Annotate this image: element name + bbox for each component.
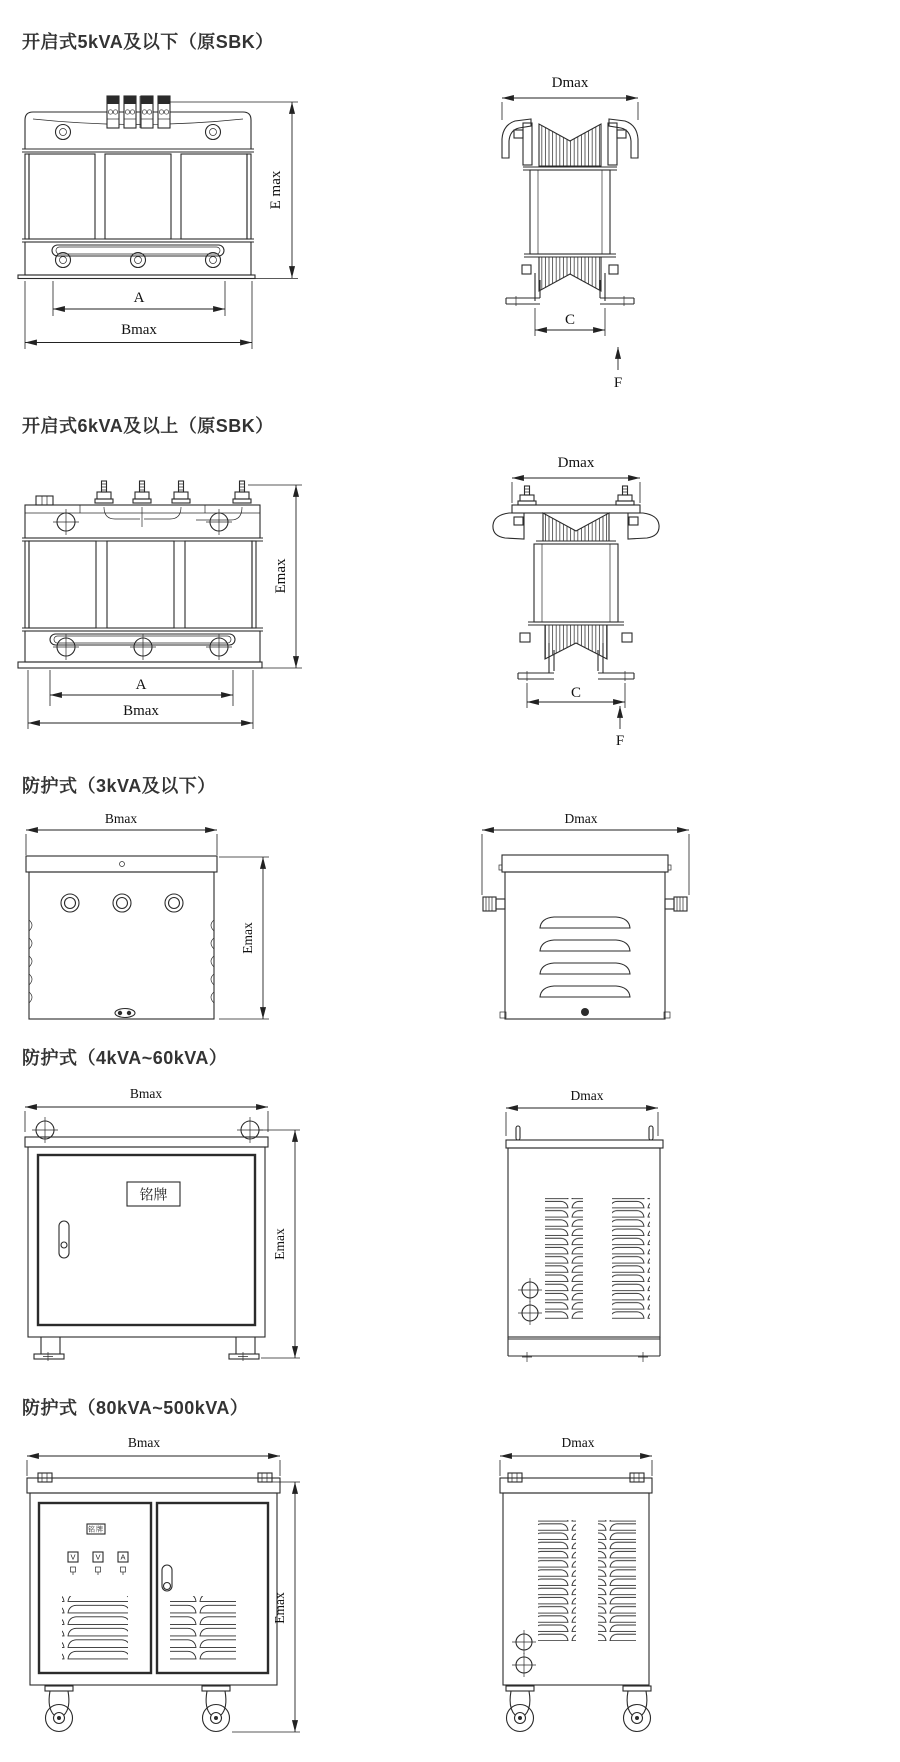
s4-louver-column-right — [612, 1198, 650, 1319]
section-3-drawing — [0, 805, 900, 1045]
s5-side-dimensions — [500, 1435, 652, 1476]
section-2-title: 开启式6kVA及以上（原SBK） — [22, 416, 274, 436]
s5-meter-v1: V — [70, 1552, 76, 1562]
s4-dim-emax: Emax — [272, 1228, 287, 1260]
s5-meter-v2: V — [95, 1552, 101, 1562]
s1-side-view — [502, 119, 638, 306]
s5-meter-a: A — [120, 1552, 126, 1562]
s5-dim-dmax: Dmax — [561, 1435, 595, 1450]
s1-dim-c: C — [564, 312, 576, 328]
section-3-title: 防护式（3kVA及以下） — [22, 776, 216, 796]
s3-front-view — [26, 856, 217, 1019]
s3-front-dimensions — [26, 811, 269, 1019]
s2-dim-bmax: Bmax — [123, 703, 159, 719]
s4-nameplate — [127, 1182, 180, 1206]
s2-dim-dmax: Dmax — [557, 455, 595, 471]
s2-front-dimensions — [28, 485, 302, 729]
s4-door-handle — [59, 1221, 69, 1258]
s4-nameplate-label: 铭牌 — [139, 1186, 168, 1203]
section-4-title: 防护式（4kVA~60kVA） — [22, 1048, 228, 1068]
s4-side-dimensions — [506, 1088, 658, 1136]
s2-dim-emax: Emax — [273, 558, 289, 594]
s5-dim-bmax: Bmax — [127, 1435, 161, 1450]
s5-louver-column-left — [538, 1520, 576, 1641]
section-5-title: 防护式（80kVA~500kVA） — [22, 1398, 249, 1418]
s2-side-dimensions — [512, 455, 640, 749]
s2-dim-f: F — [615, 733, 625, 749]
s5-louver-column-right — [598, 1520, 636, 1641]
s5-louver-right-door — [170, 1596, 236, 1662]
s5-side-view — [500, 1473, 652, 1732]
s3-dim-dmax: Dmax — [564, 811, 598, 826]
s2-dim-c: C — [570, 685, 582, 701]
s3-side-view — [483, 855, 687, 1019]
s5-casters-side — [506, 1686, 651, 1732]
s2-studs — [36, 481, 251, 505]
s2-side-view — [493, 486, 659, 681]
s1-side-dimensions — [502, 75, 638, 391]
s1-front-view — [18, 96, 255, 279]
s5-meters — [68, 1552, 128, 1575]
s1-dim-dmax: Dmax — [551, 75, 589, 91]
s4-feet — [34, 1337, 259, 1361]
s4-side-view — [506, 1126, 663, 1362]
s4-front-view — [25, 1117, 268, 1361]
section-1-drawing — [0, 70, 900, 400]
s5-dim-emax: Emax — [272, 1592, 287, 1624]
s5-louver-left-door — [62, 1596, 128, 1662]
s3-louvers — [540, 917, 630, 997]
s4-dim-bmax: Bmax — [129, 1086, 163, 1101]
s5-nameplate-label: 铭牌 — [88, 1526, 104, 1534]
section-4-drawing — [0, 1080, 900, 1372]
s5-casters-front — [45, 1686, 230, 1732]
s5-front-view — [27, 1473, 280, 1732]
s4-dim-dmax: Dmax — [570, 1088, 604, 1103]
s3-side-dimensions — [482, 811, 689, 895]
section-1-title: 开启式5kVA及以下（原SBK） — [22, 32, 274, 52]
s1-dim-f: F — [613, 375, 623, 391]
s3-cable-glands — [483, 897, 687, 911]
s3-dim-emax: Emax — [240, 922, 255, 954]
section-2-drawing — [0, 445, 900, 750]
s5-nameplate — [87, 1524, 105, 1534]
s1-dim-a: A — [133, 290, 145, 306]
s2-dim-a: A — [135, 677, 147, 693]
s4-louver-column-left — [545, 1198, 583, 1319]
s2-front-view — [18, 481, 263, 668]
section-5-drawing — [0, 1430, 900, 1762]
s3-dim-bmax: Bmax — [104, 811, 138, 826]
s5-front-dimensions — [27, 1435, 300, 1732]
s1-dim-bmax: Bmax — [121, 322, 157, 338]
s1-dim-emax: E max — [268, 170, 284, 210]
